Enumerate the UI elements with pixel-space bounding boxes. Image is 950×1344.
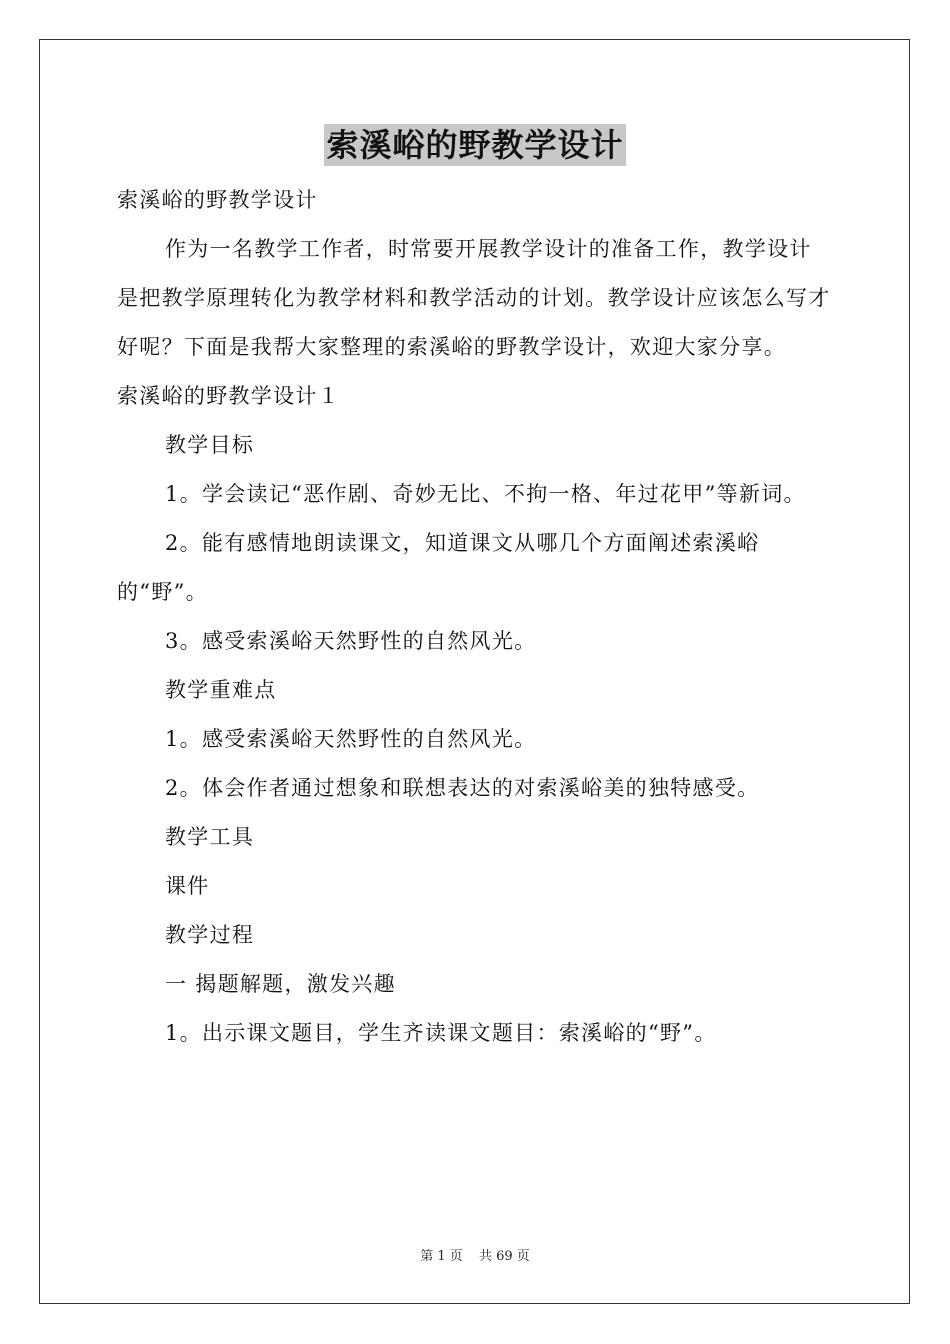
page-number: 第 1 页 — [420, 1249, 463, 1264]
paragraph: 作为一名教学工作者，时常要开展教学设计的准备工作，教学设计是把教学原理转化为教学材料和教学活动的计划。教学设计应该怎么写才好呢？下面是我帮大家整理的索溪峪的野教学设计，欢迎大家分享。 — [117, 237, 831, 359]
paragraph: 1。学会读记“恶作剧、奇妙无比、不拘一格、年过花甲”等新词。 — [165, 482, 806, 506]
paragraph: 索溪峪的野教学设计 — [117, 188, 318, 212]
paragraph: 索溪峪的野教学设计１ — [117, 384, 340, 408]
paragraph: 教学工具 — [165, 825, 255, 849]
paragraph: 教学过程 — [165, 923, 255, 947]
paragraph: 教学重难点 — [165, 678, 277, 702]
paragraph: 教学目标 — [165, 433, 255, 457]
paragraph: 3。感受索溪峪天然野性的自然风光。 — [165, 629, 537, 653]
paragraph: 课件 — [165, 874, 210, 898]
paragraph: 1。感受索溪峪天然野性的自然风光。 — [165, 727, 537, 751]
page-total: 共 69 页 — [478, 1249, 530, 1264]
paragraph: 2。体会作者通过想象和联想表达的对索溪峪美的独特感受。 — [165, 776, 760, 800]
document-title: 索溪峪的野教学设计 — [326, 126, 624, 164]
paragraph: 1。出示课文题目，学生齐读课文题目：索溪峪的“野”。 — [165, 1021, 717, 1045]
document-body — [117, 176, 833, 1058]
paragraph: 2。能有感情地朗读课文，知道课文从哪几个方面阐述索溪峪的“野”。 — [117, 531, 760, 604]
paragraph: 一 揭题解题，激发兴趣 — [165, 972, 396, 996]
page-footer — [0, 1245, 950, 1264]
title-container — [0, 124, 950, 166]
